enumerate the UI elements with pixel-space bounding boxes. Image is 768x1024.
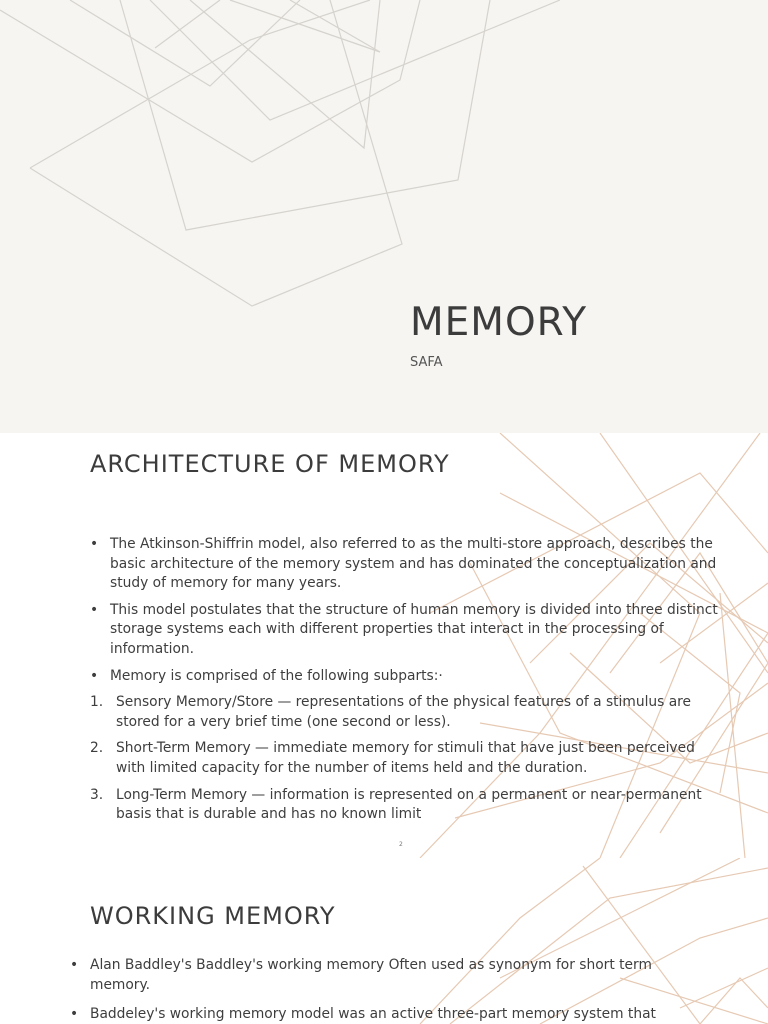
bullet-marker: • [70, 957, 79, 973]
slide-body [90, 535, 720, 832]
slide-heading: WORKING MEMORY [90, 902, 336, 930]
bullet-text: Alan Baddley's Baddley's working memory Often used as synonym for short term memory. [90, 957, 652, 993]
item-number: 3. [90, 786, 104, 803]
bullet-text: The Atkinson-Shiffrin model, also referred to as the multi-store approach, describes the basic architecture of the memory system and has dominated the conceptualization and study of memory for many years. [110, 536, 717, 592]
bullet-item [70, 956, 710, 995]
bullet-marker: • [90, 601, 99, 618]
bullet-text: Memory is comprised of the following subparts:· [110, 667, 443, 684]
working-memory-slide [0, 858, 768, 1024]
numbered-item [90, 786, 720, 825]
architecture-slide [0, 433, 768, 858]
numbered-text: Long-Term Memory — information is represented on a permanent or near-permanent basis that is durable and has no known limit [116, 786, 702, 823]
bullet-text: This model postulates that the structure of human memory is divided into three distinct storage systems each with different properties that interact in the processing of information. [110, 601, 718, 657]
presentation-title: MEMORY [410, 300, 588, 345]
numbered-text: Sensory Memory/Store — representations of the physical features of a stimulus are stored for a very brief time (one second or less). [116, 694, 692, 730]
numbered-item [90, 739, 720, 778]
item-number: 2. [90, 740, 104, 757]
numbered-text: Short-Term Memory — immediate memory for stimuli that have just been perceived with limited capacity for the number of items held and the duration. [116, 740, 695, 776]
decorative-line-pattern [0, 0, 768, 433]
bullet-item [90, 535, 720, 594]
title-slide [0, 0, 768, 433]
bullet-marker: • [70, 1006, 79, 1023]
bullet-text: Baddeley's working memory model was an active three-part memory system that [90, 1006, 656, 1023]
numbered-item [90, 693, 720, 732]
bullet-item [90, 601, 720, 660]
slide-page-number: 2 [399, 841, 403, 848]
bullet-item [70, 1005, 710, 1024]
bullet-marker: • [90, 667, 99, 684]
slide-heading: ARCHITECTURE OF MEMORY [90, 450, 450, 478]
item-number: 1. [90, 694, 104, 711]
bullet-marker: • [90, 536, 99, 552]
slide-body [70, 956, 710, 1024]
bullet-item [90, 667, 720, 687]
presentation-author: SAFA [410, 355, 443, 370]
